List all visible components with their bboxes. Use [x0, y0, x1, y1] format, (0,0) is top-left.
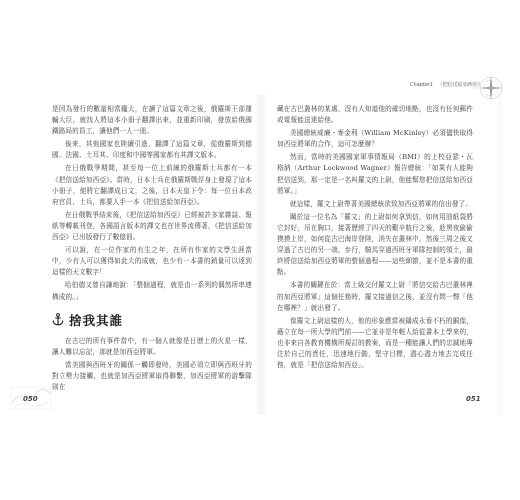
book-gutter	[255, 95, 267, 415]
section-heading	[52, 311, 252, 329]
page-number-right: 051	[466, 395, 481, 403]
paragraph: 像羅文上尉這樣的人，他的形象應當被鑄成永垂不朽的銅像，矗立在每一所大學的門前——它並非是年輕人給從書本上學來的，也非來自各教育機構所規訂的教案，而是一種能讓人們的忠誠地專注於自己的責任，迅速地行動，堅守目標，盡心盡力地去完成任務，就是「把信送給加西亞」。	[277, 316, 473, 370]
section-title: 捨我其誰	[69, 312, 124, 328]
page-edge-shadow	[498, 95, 504, 415]
paragraph: 藏在古巴叢林的某處，沒有人知道他的確切地點，也沒有任何郵件或電報能送達給他。	[277, 105, 473, 125]
compass-decoration-icon	[474, 74, 508, 102]
page-number-left: 050	[23, 395, 38, 403]
paragraph: 是因為發行的數量相當龐大，在讀了這篇文章之後，俄羅斯王部運輸大臣，就找人將這本小冊子翻譯出來，並重新印刷，發放給俄國鐵路局的員工，讓他們一人一冊。	[52, 105, 252, 136]
left-page-text	[52, 104, 252, 395]
paragraph: 當美國與西班牙的關係一觸即發時，美國必須立即與西班牙的對立勢力接觸，也就是加西亞將軍取得聯繫，加西亞將軍的游擊隊則在	[52, 360, 252, 391]
right-page-text	[277, 104, 473, 373]
paragraph: 在古巴的所有事件當中，有一個人就像是日曆上的火星一樣，讓人難以忘記，那就是加西亞將軍。	[52, 336, 252, 356]
paragraph: 關於這一位名為「羅文」的上尉如何拿到信，如何用油紙袋將它封好，吊在胸口，接著歷經了四天的艱辛航行之後，趁黑夜偷偷摸摸上岸，如何從古巴海岸登陸，消失在叢林中，然後三周之後又穿過了古巴的另一端，步行，騎馬穿過西班牙軍隊控制的領土，最終將信送給加西亞將軍的整個過程——這些細節，並不是本書的重點。	[277, 212, 473, 277]
paragraph: 後來，其他國家也陸續引進、翻譯了這篇文章，從俄羅斯到德國、法國、土耳其、印度和中國等國家都有其譯文版本。	[52, 140, 252, 160]
paragraph: 哈伯德又曾自謙地說：「整個過程，就是由一系列的偶然所串連構成的。」	[52, 281, 252, 301]
paragraph: 然而，當時的美國國家軍事情報局（BMI）的上校亞瑟・瓦格納（Arthur Lockwood Wagner）報告總統：「如果有人能夠把信送到，那一定是一名叫羅文的上尉，他能幫您把信送給加西亞將軍。」	[277, 153, 473, 195]
anchor-icon	[52, 313, 64, 326]
paragraph: 就這樣，羅文上尉帶著美國總統欲致加西亞將軍的信出發了。	[290, 199, 473, 208]
running-header	[410, 81, 483, 88]
chapter-label: Chapter1	[410, 82, 434, 88]
paragraph: 在日俄戰爭期間，甚至每一位上前線的俄羅斯士兵都有一本《把信送給加西亞》。當時，日本士兵在俄羅斯戰俘身上發現了這本小冊子，便將它翻譯成日文，之後，日本天皇下令：每一位日本政府官員、士兵，都要人手一本《把信送給加西亞》。	[52, 164, 252, 206]
paragraph: 美國總統威廉・麥金利（William McKinley）必須儘快取得加西亞將軍的合作，這可怎麼辦？	[277, 129, 473, 149]
paragraph: 本書的關鍵在於：當上級交付羅文上尉「將信交給古巴叢林裡的加西亞將軍」這個任務時，羅文接過信之後，並沒有問一聲「他在哪裡？」就出發了。	[277, 281, 473, 312]
running-title: 《把信送給加西亞》	[437, 82, 483, 88]
paragraph: 在日俄戰爭結束後，《把信送給加西亞》已經被許多家雜誌、報紙等轉載刊登，各國語言版本的譯文也在世界流傳著，《把信送給加西亞》已出版發行了數億冊。	[52, 210, 252, 242]
paragraph: 可以說，在一位作家的有生之年，在所有作家的文學生涯當中，少有人可以獲得如此大的成就，也少有一本書的銷量可以達到這樣的天文數字！	[52, 246, 252, 277]
